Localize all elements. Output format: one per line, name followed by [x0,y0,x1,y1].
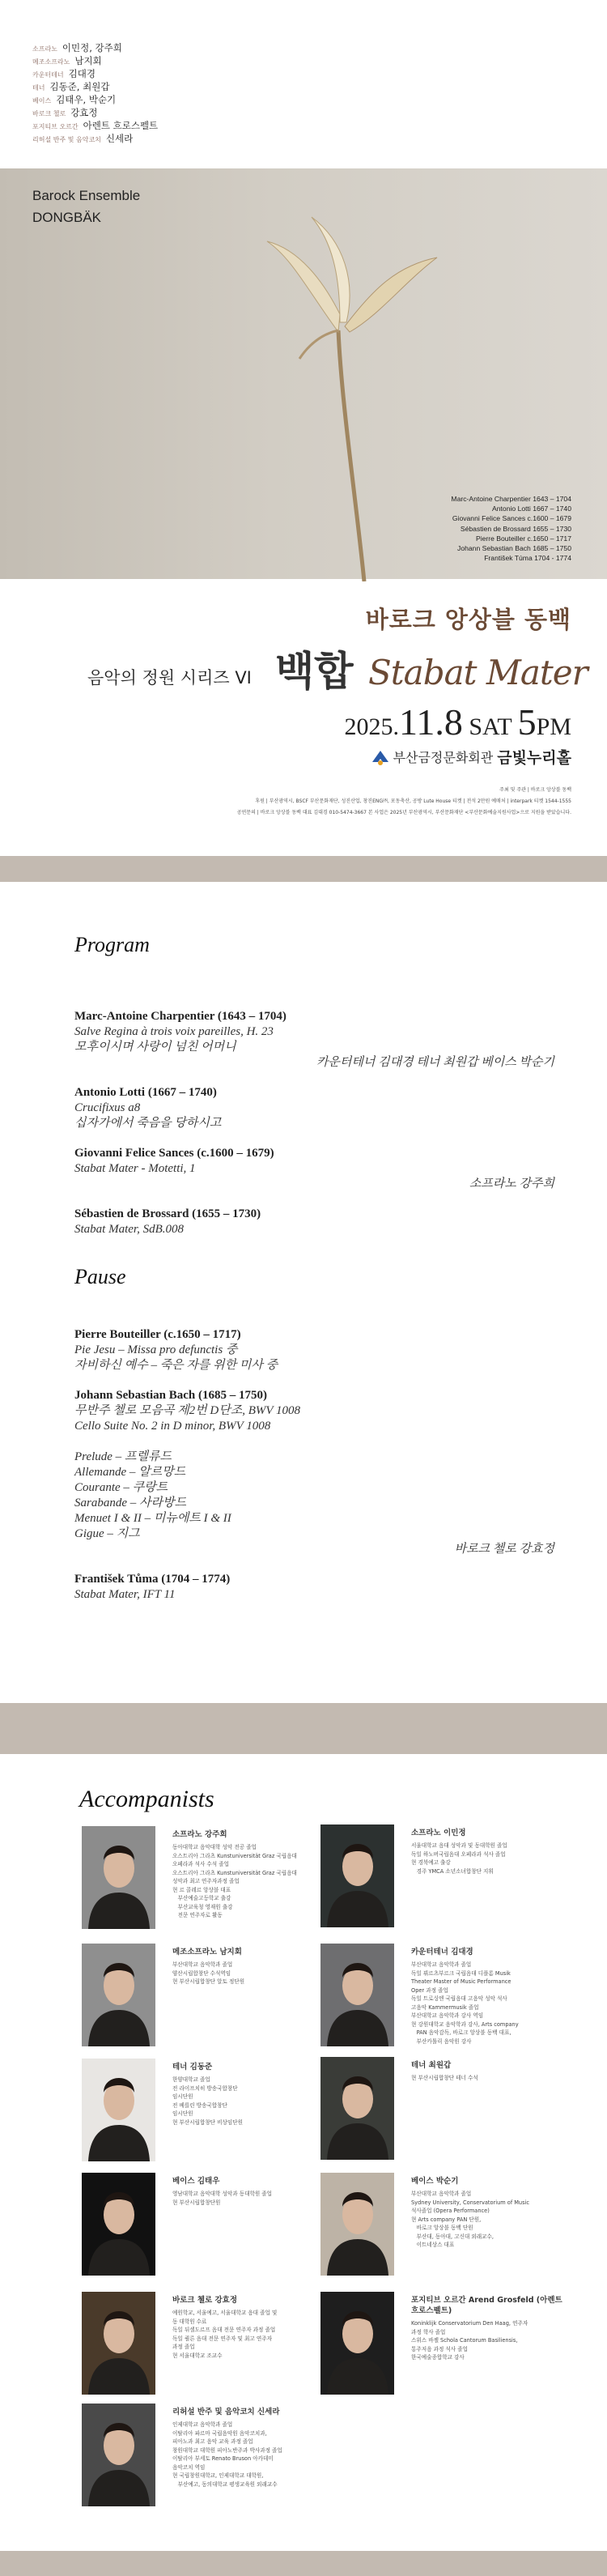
bio-line: 오페라과 석사 수석 졸업 [172,1861,229,1867]
bio-line: 현 부산시립합창단 알토 정단원 [172,1978,245,1985]
composer-dates: František Túma 1704 - 1774 [484,554,571,563]
venue-logo-icon [371,750,389,766]
ensemble-line1: Barock Ensemble [32,188,141,203]
cast-row [32,66,158,79]
cast-name: 강효정 [70,107,98,118]
composer-dates: Sébastien de Brossard 1655 – 1730 [460,524,571,533]
work-title: Crucifixus a8 [74,1101,141,1114]
host-credit: 주최 및 주관 | 바로크 앙상블 동백 [499,787,571,793]
work-title: Courante – 쿠랑트 [74,1481,168,1494]
composer-dates: Marc-Antoine Charpentier 1643 – 1704 [451,495,571,503]
bio-line: 현 부산시립합창단원 [172,2199,221,2206]
bio-line: 현 경북예고 출강 [411,1859,451,1866]
person-silhouette-icon [320,2292,394,2395]
pause-heading: Pause [74,1265,126,1288]
lily-flower-illustration [243,193,453,581]
bio-line: 음악코치 역임 [172,2463,206,2471]
composer-name: Johann Sebastian Bach (1685 – 1750) [74,1389,267,1402]
cast-role: 메조소프라노 [32,58,70,66]
series-title: 음악의 정원 시리즈 VI [87,668,252,688]
portrait-photo [82,1944,155,2046]
cast-row [32,131,158,144]
cast-row [32,118,158,131]
bio-line: 피아노과 최고 음악 교육 과정 졸업 [172,2438,253,2445]
accompanist-name: 테너 김동준 [172,2063,213,2071]
portrait-photo [320,2057,394,2160]
contact-credit: 공연문의 | 바로크 앙상블 동백 대표 김대경 010-5474-3667 본 사업은 2025년 부산광역시, 부산문화재단 <부산문화예술지원사업>으로 지원을 받았습니다. [236,810,571,815]
cast-role: 테너 [32,84,45,92]
cast-row [32,105,158,118]
portrait-photo [320,2173,394,2276]
bio-line: 임시단원 [172,2110,193,2117]
cast-role: 소프라노 [32,45,57,53]
bio-line: 현 부산시립합창단 테너 수석 [411,2075,478,2081]
cast-name: 이민정, 강주희 [62,42,122,53]
bio-line: 과정 졸업 [172,2344,195,2350]
composer-dates: Antonio Lotti 1667 – 1740 [492,505,571,513]
person-silhouette-icon [82,1944,155,2046]
work-title: 무반주 첼로 모음곡 제2번 D단조, BWV 1008 [74,1404,301,1417]
cast-role: 바로크 첼로 [32,110,66,117]
bio-line: 부산대, 동아대, 고신대 외래교수, [411,2233,494,2240]
cast-row [32,92,158,105]
accompanist-info [411,2176,565,2250]
bio-line: 이트네상스 대표 [411,2242,455,2248]
work-title: Sarabande – 사라방드 [74,1497,186,1509]
work-title: Prelude – 프렐류드 [74,1450,172,1463]
portrait-photo [320,1824,394,1927]
portrait-photo [82,2173,155,2276]
portrait-photo [82,2292,155,2395]
concert-date: 2025.11.8 SAT 5PM [344,701,571,743]
person-silhouette-icon [320,2173,394,2276]
bio-line: 경주 YMCA 소년소녀합창단 지휘 [411,1867,494,1875]
bio-line: 부산대학교 음악학과 졸업 [411,1961,472,1968]
portrait-photo [320,1944,394,2046]
cast-role: 포지티브 오르간 [32,123,79,130]
program-first-half [74,1009,554,1252]
bio-line: 석사졸업 (Opera Performance) [411,2208,490,2214]
work-title: Stabat Mater, IFT 11 [74,1588,176,1601]
accompanist-info [172,2295,326,2360]
bio-line: 현 서울대학교 조교수 [172,2352,223,2359]
bio-line: 부산교육청 영재원 출강 [172,1903,233,1910]
accompanist-name: 메조소프라노 남지회 [172,1948,242,1956]
accompanist-info [411,1947,565,2046]
divider-band [0,1703,607,1754]
program-heading: Program [74,933,150,956]
composer-dates: Johann Sebastian Bach 1685 – 1750 [457,544,571,553]
composer-dates: Giovanni Felice Sances c.1600 – 1679 [452,514,571,523]
ensemble-line2: DONGBÄK [32,210,102,225]
program-work [74,1327,554,1373]
divider-band [0,856,607,882]
bio-line: 부산대학교 음악학과 졸업 [411,2191,472,2197]
bio-line: Koninklijk Conservatorium Den Haag, 연주자 [411,2320,528,2327]
concert-latin-title: Stabat Mater [368,653,588,692]
portrait-photo [82,2059,155,2161]
cast-name: 신세라 [105,133,134,144]
accompanist-name: 베이스 김태우 [172,2177,220,2186]
portrait-photo [82,2404,155,2506]
bio-line: 현 강원대학교 음악학과 강사, Arts company [411,2020,519,2028]
accompanist-name: 소프라노 이민정 [411,1829,466,1837]
composer-name: Sébastien de Brossard (1655 – 1730) [74,1207,261,1220]
accompanist-info [172,2062,326,2127]
bio-line: Theater Master of Music Performance [411,1978,511,1985]
bio-line: 전문 연주자로 활동 [172,1912,223,1918]
cast-name: 김동준, 최원갑 [49,81,110,92]
accompanist-name: 리허설 반주 및 음악코치 신세라 [172,2408,280,2416]
accompanist-name: 카운터테너 김대경 [411,1948,473,1956]
work-title: 십자가에서 죽음을 당하시고 [74,1117,222,1130]
cast-row [32,79,158,92]
bio-line: 창원대학교 대학원 피아노반주과 박사과정 졸업 [172,2446,282,2454]
bio-line: 독일 트로싱엔 국립음대 고음악 성악 석사 [411,1995,507,2002]
accompanist-name: 테너 최원갑 [411,2061,452,2070]
portrait-photo [82,1826,155,1929]
bio-line: PAN 음악감독, 바로크 앙상블 동백 대표, [411,2029,511,2036]
program-work [74,1146,554,1192]
cast-row [32,40,158,53]
person-silhouette-icon [82,2404,155,2506]
bio-line: 과정 학사 졸업 [411,2328,446,2335]
work-title: Menuet I & II – 미뉴에트 I & II [74,1512,231,1525]
bio-line: 양산시립합창단 수석역임 [172,1969,231,1977]
accompanist-name: 포지티브 오르간 Arend Grosfeld (아렌트 흐로스펠트) [411,2296,562,2315]
program-work [74,1207,554,1237]
accompanist-name: 바로크 첼로 강효정 [172,2296,238,2305]
cast-role: 베이스 [32,97,52,104]
bio-line: 인제대학교 음악학과 졸업 [172,2421,233,2428]
performers: 카운터테너 김대경 테너 최원갑 베이스 박순기 [316,1056,554,1069]
ensemble-name [32,185,140,228]
person-silhouette-icon [320,1944,394,2046]
work-title [74,1434,554,1450]
bio-line: 동아대학교 음악대학 성악 전공 졸업 [172,1844,257,1850]
work-title: 자비하신 예수 – 죽은 자를 위한 미사 중 [74,1359,278,1372]
accompanist-info [411,2060,565,2083]
cast-role: 카운터테너 [32,71,64,79]
cast-row [32,53,158,66]
program-work [74,1085,554,1131]
bio-line: 부산예술고등학교 출강 [172,1895,231,1901]
composer-name: Marc-Antoine Charpentier (1643 – 1704) [74,1010,287,1023]
bio-line: 서울대학교 음대 성악과 및 동대학원 졸업 [411,1842,507,1849]
composer-dates: Pierre Bouteiller c.1650 – 1717 [475,534,571,543]
accompanist-info [172,1947,326,1986]
bio-line: 현 부산시립합창단 비상임단원 [172,2118,243,2126]
ensemble-korean-title: 바로크 앙상블 동백 [365,606,571,633]
bio-line: 바로크 앙상블 동백 단원 [411,2225,473,2231]
person-silhouette-icon [82,2292,155,2395]
bio-line: 현 르 콜레르 앙상블 대표 [172,1886,231,1893]
composer-name: Antonio Lotti (1667 – 1740) [74,1086,217,1099]
accompanist-info [172,1829,326,1920]
work-title: Allemande – 알르망드 [74,1466,186,1479]
bio-line: 부산대학교 음악학과 강사 역임 [411,2012,484,2019]
work-title: Stabat Mater, SdB.008 [74,1223,184,1236]
person-silhouette-icon [82,2173,155,2276]
cast-role: 리허설 반주 및 음악코치 [32,136,101,143]
accompanist-name: 소프라노 강주희 [172,1830,227,1839]
program-work [74,1572,554,1603]
work-title: Salve Regina à trois voix pareilles, H. 23 [74,1025,274,1038]
bio-line: 독일 쾰른 음대 전문 연주자 및 최고 연주자 [172,2335,272,2342]
bio-line: 전 라이프치히 방송국합창단 [172,2084,238,2092]
accompanist-info [411,1828,565,1876]
bio-line: 현 국립창원대학교, 인제대학교 대학원, [172,2472,264,2479]
person-silhouette-icon [320,2057,394,2160]
venue: 부산금정문화회관 금빛누리홀 [371,748,571,768]
composer-name: František Tůma (1704 – 1774) [74,1573,231,1586]
person-silhouette-icon [82,1826,155,1929]
work-title: Pie Jesu – Missa pro defunctis 중 [74,1343,238,1356]
cast-name: 김대경 [68,68,96,79]
person-silhouette-icon [82,2059,155,2161]
work-title: Cello Suite No. 2 in D minor, BWV 1008 [74,1420,271,1433]
program-second-half [74,1327,554,1617]
accompanist-info [411,2295,565,2362]
accompanist-info [172,2176,326,2207]
bio-line: 임시단원 [172,2093,193,2100]
concert-title: 백합 [275,647,354,695]
composer-name: Pierre Bouteiller (c.1650 – 1717) [74,1328,241,1341]
bio-line: 예원학교, 서울예고, 서울대학교 음대 졸업 및 [172,2310,278,2316]
performers: 소프라노 강주희 [469,1177,554,1190]
bio-line: 부산대학교 음악학과 졸업 [172,1961,233,1968]
work-title: Stabat Mater - Motetti, 1 [74,1162,196,1175]
hero-photo [0,168,607,579]
cast-name: 김태우, 박순기 [56,94,117,105]
bio-line: 오스트리아 그라츠 Kunstuniversität Graz 국립음대 [172,1852,297,1859]
accompanists-heading: Accompanists [79,1786,214,1812]
composer-list [451,494,571,563]
bio-line: 독일 뷔르츠부르크 국립음대 디플롬 Musik [411,1969,511,1977]
portrait-photo [320,2292,394,2395]
footer-band [0,2551,607,2576]
bio-line: 이탈리아 부세토 Renato Bruson 아카데미 [172,2455,274,2462]
bio-line: 성악과 최고 연주자과정 졸업 [172,1878,240,1884]
bio-line: 동 대학원 수료 [172,2318,207,2325]
performers: 바로크 첼로 강효정 [454,1543,554,1556]
program-work [74,1388,554,1557]
bio-line: 스위스 바젤 Schola Cantorum Basiliensis, [411,2337,518,2344]
cast-name: 남지회 [74,55,102,66]
bio-line: 전 베를린 방송국합창단 [172,2101,227,2109]
bio-line: 통주저음 과정 석사 졸업 [411,2345,468,2352]
bio-line: Sydney University, Conservatorium of Music [411,2199,529,2206]
bio-line: 한양대학교 졸업 [172,2076,210,2083]
bio-line: 한국예술종합학교 강사 [411,2354,465,2361]
composer-name: Giovanni Felice Sances (c.1600 – 1679) [74,1147,274,1160]
person-silhouette-icon [320,1824,394,1927]
bio-line: 이탈리아 파르마 국립음악원 음악코치과, [172,2429,267,2437]
bio-line: Oper 과정 졸업 [411,1986,448,1994]
bio-line: 고음악 Kammermusik 졸업 [411,2003,479,2011]
cast-list [32,40,158,144]
bio-line: 부산예고, 동의대학교 평생교육원 외래교수 [172,2480,278,2488]
bio-line: 독일 하노버국립음대 오페라과 석사 졸업 [411,1850,506,1858]
program-work [74,1009,554,1071]
sponsor-credit: 후원 | 부산광역시, BSCF 부산문화재단, 성진산업, 창진ENG㈜, 포동축산, 공방 Lute House 티켓 | 전석 2만원 예매처 | interpark 티켓 1544-1555 [255,798,571,804]
bio-line: 오스트리아 그라츠 Kunstuniversität Graz 국립음대 [172,1869,297,1876]
bio-line: 독일 뒤셀도르프 음대 전문 연주자 과정 졸업 [172,2327,276,2333]
work-title: 모후이시며 사랑이 넘친 어머니 [74,1041,236,1054]
accompanist-name: 베이스 박순기 [411,2177,459,2186]
cast-name: 아렌트 흐로스펠트 [83,120,159,131]
accompanist-info [172,2407,326,2489]
bio-line: 부산카톨릭 음악원 강사 [411,2037,472,2045]
work-title: Gigue – 지그 [74,1527,140,1540]
bio-line: 영남대학교 음악대학 성악과 동대학원 졸업 [172,2191,273,2197]
bio-line: 현 Arts company PAN 단원, [411,2216,482,2223]
